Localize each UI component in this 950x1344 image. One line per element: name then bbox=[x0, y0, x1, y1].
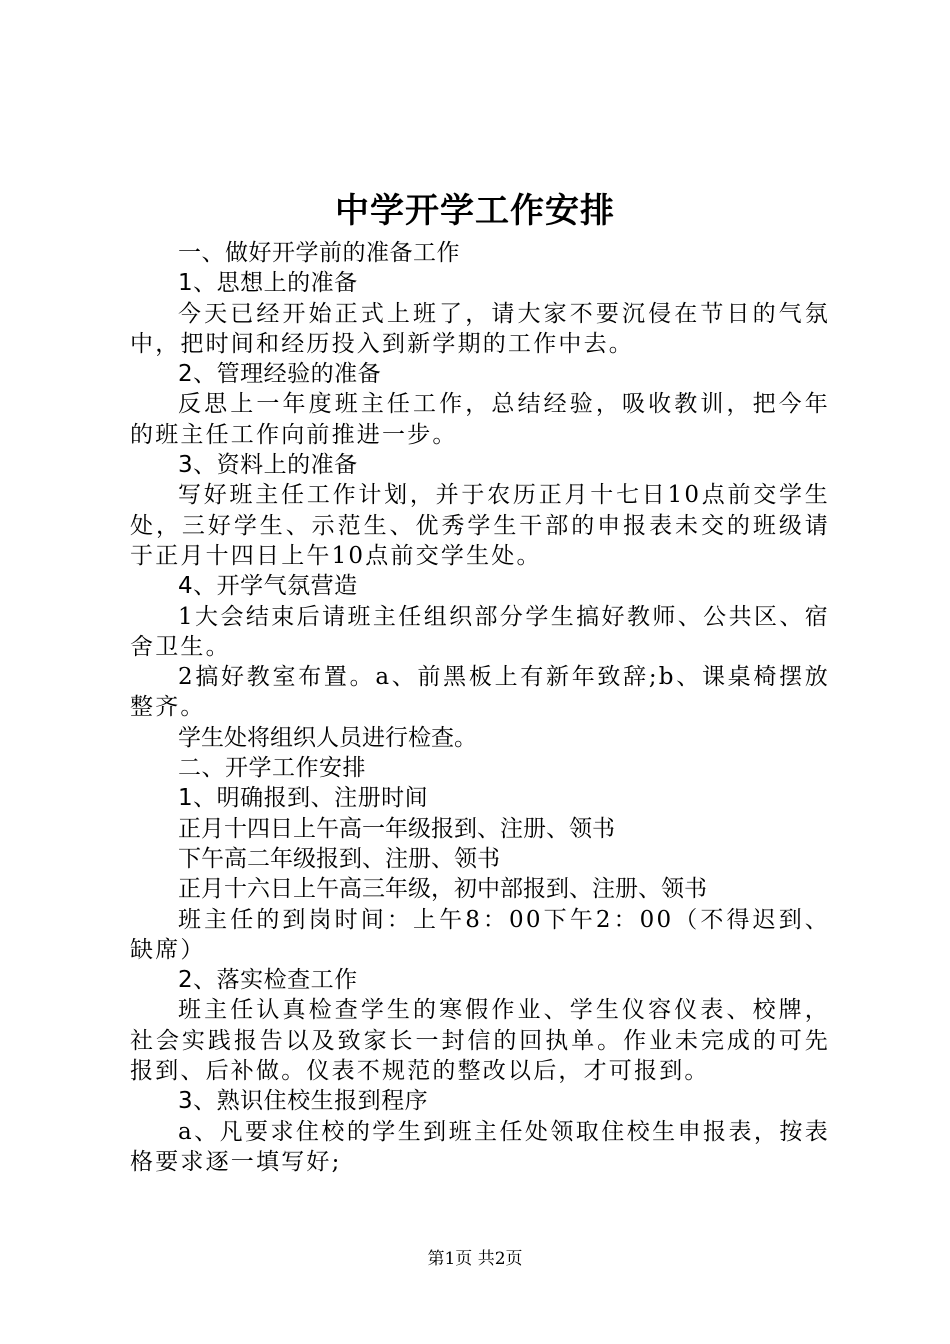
subsection-heading: 2、管理经验的准备 bbox=[178, 361, 382, 388]
paragraph: 正月十四日上午高一年级报到、注册、领书 bbox=[178, 815, 615, 842]
document-body bbox=[130, 238, 830, 1177]
paragraph: 今天已经开始正式上班了，请大家不要沉侵在节日的气氛中，把时间和经历投入到新学期的工作中去。 bbox=[130, 300, 830, 357]
subsection-heading: 3、资料上的准备 bbox=[178, 452, 358, 479]
paragraph: a、凡要求住校的学生到班主任处领取住校生申报表，按表格要求逐一填写好; bbox=[130, 1118, 830, 1175]
subsection-heading: 2、落实检查工作 bbox=[178, 967, 358, 994]
paragraph: 写好班主任工作计划，并于农历正月十七日10点前交学生处，三好学生、示范生、优秀学生干部的申报表未交的班级请于正月十四日上午10点前交学生处。 bbox=[130, 482, 830, 569]
paragraph: 班主任的到岗时间：上午8：00下午2：00（不得迟到、缺席） bbox=[130, 906, 830, 963]
section-heading: 一、做好开学前的准备工作 bbox=[178, 240, 460, 266]
section-heading: 二、开学工作安排 bbox=[178, 755, 366, 782]
paragraph: 正月十六日上午高三年级，初中部报到、注册、领书 bbox=[178, 876, 707, 903]
subsection-heading: 4、开学气氛营造 bbox=[178, 573, 358, 600]
paragraph: 1大会结束后请班主任组织部分学生搞好教师、公共区、宿舍卫生。 bbox=[130, 603, 830, 660]
subsection-heading: 3、熟识住校生报到程序 bbox=[178, 1088, 429, 1115]
subsection-heading: 1、明确报到、注册时间 bbox=[178, 785, 429, 812]
paragraph: 班主任认真检查学生的寒假作业、学生仪容仪表、校牌，社会实践报告以及致家长一封信的回执单。作业未完成的可先报到、后补做。仪表不规范的整改以后，才可报到。 bbox=[130, 997, 830, 1085]
paragraph: 学生处将组织人员进行检查。 bbox=[178, 724, 477, 751]
subsection-heading: 1、思想上的准备 bbox=[178, 270, 358, 297]
paragraph: 反思上一年度班主任工作，总结经验，吸收教训，把今年的班主任工作向前推进一步。 bbox=[130, 391, 830, 448]
page-footer: 第1页 共2页 bbox=[427, 1249, 523, 1269]
page-title: 中学开学工作安排 bbox=[335, 191, 615, 231]
paragraph: 2搞好教室布置。a、前黑板上有新年致辞;b、课桌椅摆放整齐。 bbox=[130, 664, 830, 721]
paragraph: 下午高二年级报到、注册、领书 bbox=[178, 845, 500, 872]
